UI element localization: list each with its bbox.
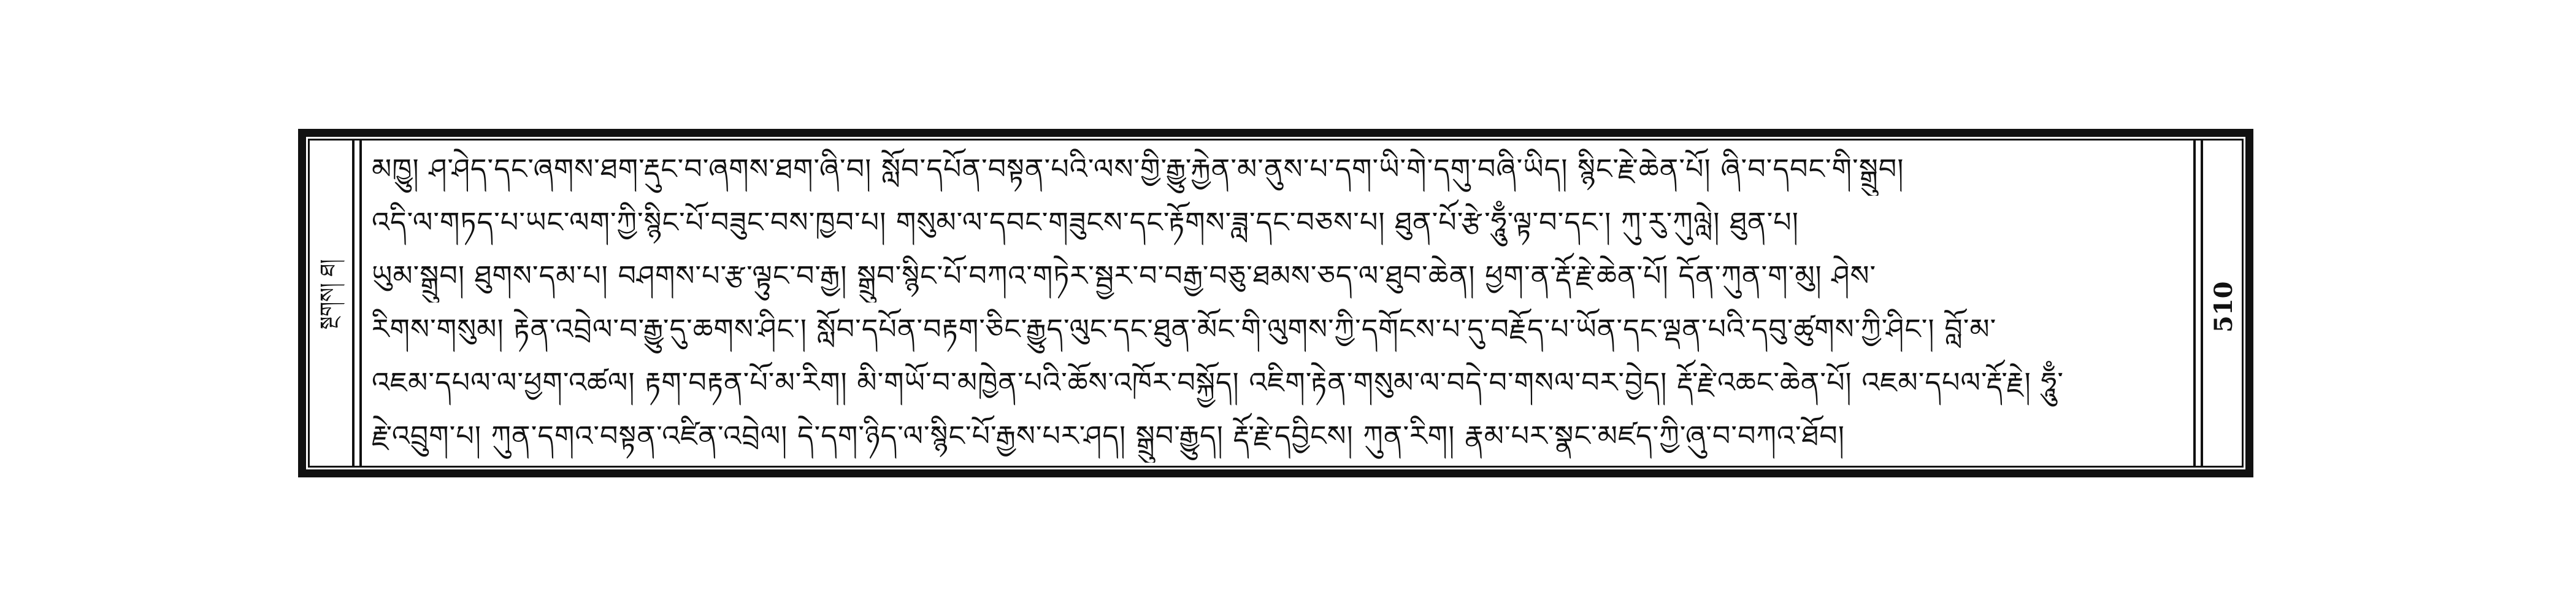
left-margin-rule <box>359 141 362 466</box>
page-number: 510 <box>2209 281 2238 333</box>
right-margin-rule <box>2201 141 2203 466</box>
right-margin-rule <box>2193 141 2196 466</box>
margin-title: སྔགས། ཐ། <box>316 259 340 330</box>
left-margin-rule <box>352 141 355 466</box>
text-line-6: རྗེ་འབྲུག་པ། ཀུན་དགའ་བསྟན་འཛིན་འབྲེལ། དེ་དག་ཉིད་ལ་སྙིང་པོ་རྒྱས་པར་ཤད། སྒྲུབ་རྒྱུད། རྡོ་རྗེ་དབྱིངས། ཀུན་རིག། རྣམ་པར་སྣང་མཛད་ཀྱི་ཞུ་བ་བཀའ་ཐོབ། <box>372 419 1845 452</box>
text-line-2: འདི་ལ་གཏད་པ་ཡང་ལག་ཀྱི་སྙིང་པོ་བཟུང་བས་ཁྱབ་པ། གསུམ་ལ་དབང་གཟུངས་དང་རྟོགས་ཟླ་དང་བཅས་པ། ཐུན་པོ་རྩེ་ཧཱུྃ་ལྟ་བ་དང་། ཀུ་རུ་ཀུལླེ། ཐུན་པ། <box>372 206 1799 239</box>
text-line-4: རིགས་གསུམ། རྟེན་འབྲེལ་བ་རྒྱུ་དུ་ཆགས་ཤིང་། སློབ་དཔོན་བརྟག་ཅིང་རྒྱུད་ལུང་དང་ཐུན་མོང་གི་ལུགས་ཀྱི་དགོངས་པ་དུ་བརྗོད་པ་ཡོན་དང་ལྡན་པའི་དབུ་ཚུགས་ཀྱི་ཤིང་། བློ་མ་ <box>372 312 1997 345</box>
text-block <box>372 142 2187 464</box>
text-line-1: མཁྱུ། ཤ་ཤེད་དང་ཞགས་ཐག་རྡུང་བ་ཞགས་ཐག་ཞི་བ། སློབ་དཔོན་བསྟན་པའི་ལས་གྱི་རྒྱུ་རྐྱེན་མ་ནུས་པ་དག་ཡི་གེ་དགུ་བཞི་ཡིད། སྙིང་རྗེ་ཆེན་པོ། ཞི་བ་དབང་གི་སྒྲུབ། <box>372 152 1904 185</box>
text-line-5: འཇམ་དཔལ་ལ་ཕྱག་འཚལ། རྟག་བརྟན་པོ་མ་རིག། མི་གཡོ་བ་མཁྱེན་པའི་ཆོས་འཁོར་བསྐྱོད། འཇིག་རྟེན་གསུམ་ལ་བདེ་བ་གསལ་བར་བྱེད། རྡོ་རྗེ་འཆང་ཆེན་པོ། འཇམ་དཔལ་རྡོ་རྗེ། ཧཱུྃ་ <box>372 366 2064 399</box>
text-line-3: ཡུམ་སྒྲུབ། ཐུགས་དམ་པ། བཤགས་པ་རྩ་ལྟུང་བ་རྒྱ། སྒྲུབ་སྙིང་པོ་བཀའ་གཏེར་སྦྱར་བ་བརྒྱ་བཅུ་ཐམས་ཅད་ལ་ཐུབ་ཆེན། ཕྱག་ན་རྡོ་རྗེ་ཆེན་པོ། དོན་ཀུན་ག་མུ། ཤེས་ <box>372 259 1877 292</box>
